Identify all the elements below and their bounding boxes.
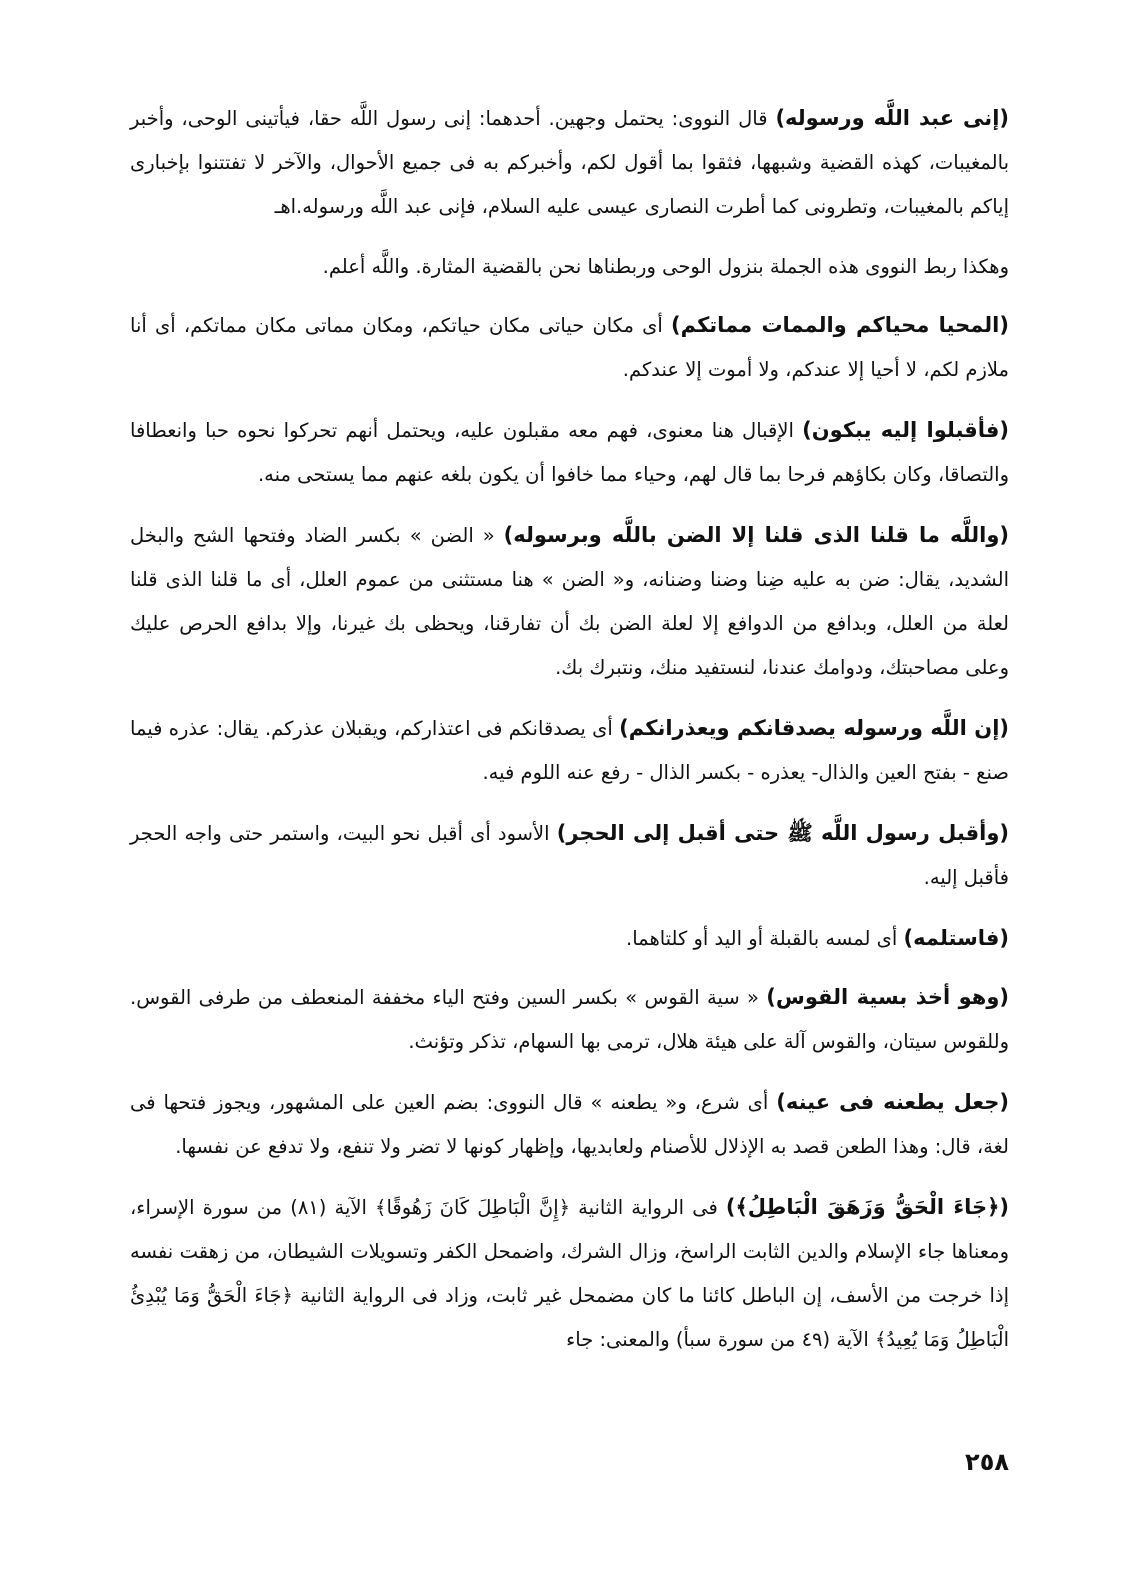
- paragraph-6-heading: (إن اللَّه ورسوله يصدقانكم ويعذرانكم): [619, 716, 1009, 740]
- paragraph-7-text: الأسود أى أقبل نحو البيت، واستمر حتى واجه الحجر فأقبل إليه.: [130, 822, 1009, 889]
- paragraph-3-heading: (المحيا محياكم والممات مماتكم): [671, 313, 1009, 337]
- paragraph-11-heading: (﴿جَاءَ الْحَقُّ وَزَهَقَ الْبَاطِلُ﴾): [725, 1195, 1009, 1219]
- paragraph-10-text: أى شرع، و« يطعنه » قال النووى: بضم العين على المشهور، ويجوز فتحها فى لغة، قال: وهذا الطعن قصد به الإذلال للأصنام ولعابديها، وإظهار كونها لا تضر ولا تنفع، ولا تدفع عن نفسها.: [130, 1091, 1009, 1158]
- paragraph-5-heading: (واللَّه ما قلنا الذى قلنا إلا الضن باللَّه وبرسوله): [503, 523, 1009, 547]
- page-content: [130, 96, 1009, 1362]
- paragraph-6-text: أى يصدقانكم فى اعتذاركم، ويقبلان عذركم. يقال: عذره فيما صنع - بفتح العين والذال- يعذره - بكسر الذال - رفع عنه اللوم فيه.: [130, 717, 1009, 784]
- paragraph-8-text: أى لمسه بالقبلة أو اليد أو كلتاهما.: [626, 927, 904, 950]
- paragraph-3: [130, 303, 1009, 392]
- paragraph-11: [130, 1185, 1009, 1362]
- paragraph-1: [130, 96, 1009, 229]
- paragraph-4-text: الإقبال هنا معنوى، فهم معه مقبلون عليه، ويحتمل أنهم تحركوا نحوه حبا وانعطافا والتصاقا، وكان بكاؤهم فرحا بما قال لهم، وحياء مما خافوا أن يكون بلغه عنهم مما يستحى منه.: [130, 419, 1009, 486]
- page-number: ٢٥٨: [965, 1448, 1009, 1476]
- paragraph-6: [130, 706, 1009, 795]
- paragraph-10: [130, 1080, 1009, 1169]
- paragraph-11-text: فى الرواية الثانية ﴿إِنَّ الْبَاطِلَ كَانَ زَهُوقًا﴾ الآية (٨١) من سورة الإسراء، ومعناها جاء الإسلام والدين الثابت الراسخ، وزال الشرك، واضمحل الكفر وتسويلات الشيطان، من زهقت نفسه إذا خرجت من الأسف، إن الباطل كائنا ما كان مضمحل غير ثابت، وزاد فى الرواية الثانية ﴿جَاءَ الْحَقُّ وَمَا يُبْدِئُ الْبَاطِلُ وَمَا يُعِيدُ﴾ الآية (٤٩ من سورة سبأ) والمعنى: جاء: [130, 1196, 1009, 1351]
- paragraph-4-heading: (فأقبلوا إليه يبكون): [802, 418, 1009, 442]
- paragraph-7-heading: (وأقبل رسول اللَّه ﷺ حتى أقبل إلى الحجر): [556, 821, 1009, 845]
- paragraph-8: [130, 916, 1009, 961]
- paragraph-7: [130, 811, 1009, 900]
- paragraph-3-text: أى مكان حياتى مكان حياتكم، ومكان مماتى مكان مماتكم، أى أنا ملازم لكم، لا أحيا إلا عندكم، ولا أموت إلا عندكم.: [130, 314, 1009, 381]
- paragraph-2: [130, 245, 1009, 289]
- paragraph-2-text: وهكذا ربط النووى هذه الجملة بنزول الوحى وربطناها نحن بالقضية المثارة. واللَّه أعلم.: [322, 255, 1009, 278]
- paragraph-9-text: « سية القوس » بكسر السين وفتح الياء مخففة المنعطف من طرفى القوس. وللقوس سيتان، والقوس آلة على هيئة هلال، ترمى بها السهام، تذكر وتؤنث.: [130, 986, 1009, 1053]
- paragraph-4: [130, 408, 1009, 497]
- paragraph-9-heading: (وهو أخذ بسية القوس): [766, 985, 1009, 1009]
- paragraph-1-heading: (إنى عبد اللَّه ورسوله): [775, 106, 1009, 130]
- paragraph-1-text: قال النووى: يحتمل وجهين. أحدهما: إنى رسول اللَّه حقا، فيأتينى الوحى، وأخبر بالمغيبات، كهذه القضية وشبهها، فثقوا بما أقول لكم، وأخبركم به فى جميع الأحوال، والآخر لا تفتتنوا بإخبارى إياكم بالمغيبات، وتطرونى كما أطرت النصارى عيسى عليه السلام، فإنى عبد اللَّه ورسوله.اهـ: [130, 107, 1009, 218]
- paragraph-5: [130, 513, 1009, 690]
- paragraph-5-text: « الضن » بكسر الضاد وفتحها الشح والبخل الشديد، يقال: ضن به عليه ضِنا وضنا وضنانه، و« الضن » هنا مستثنى من عموم العلل، أى ما قلنا الذى قلنا لعلة من العلل، وبدافع من الدوافع إلا لعلة الضن بك أن تفارقنا، ويحظى بك غيرنا، وإلا بدافع الحرص عليك وعلى مصاحبتك، ودوامك عندنا، لنستفيد منك، ونتبرك بك.: [130, 524, 1009, 679]
- paragraph-8-heading: (فاستلمه): [903, 926, 1009, 950]
- paragraph-10-heading: (جعل يطعنه فى عينه): [776, 1090, 1009, 1114]
- paragraph-9: [130, 975, 1009, 1064]
